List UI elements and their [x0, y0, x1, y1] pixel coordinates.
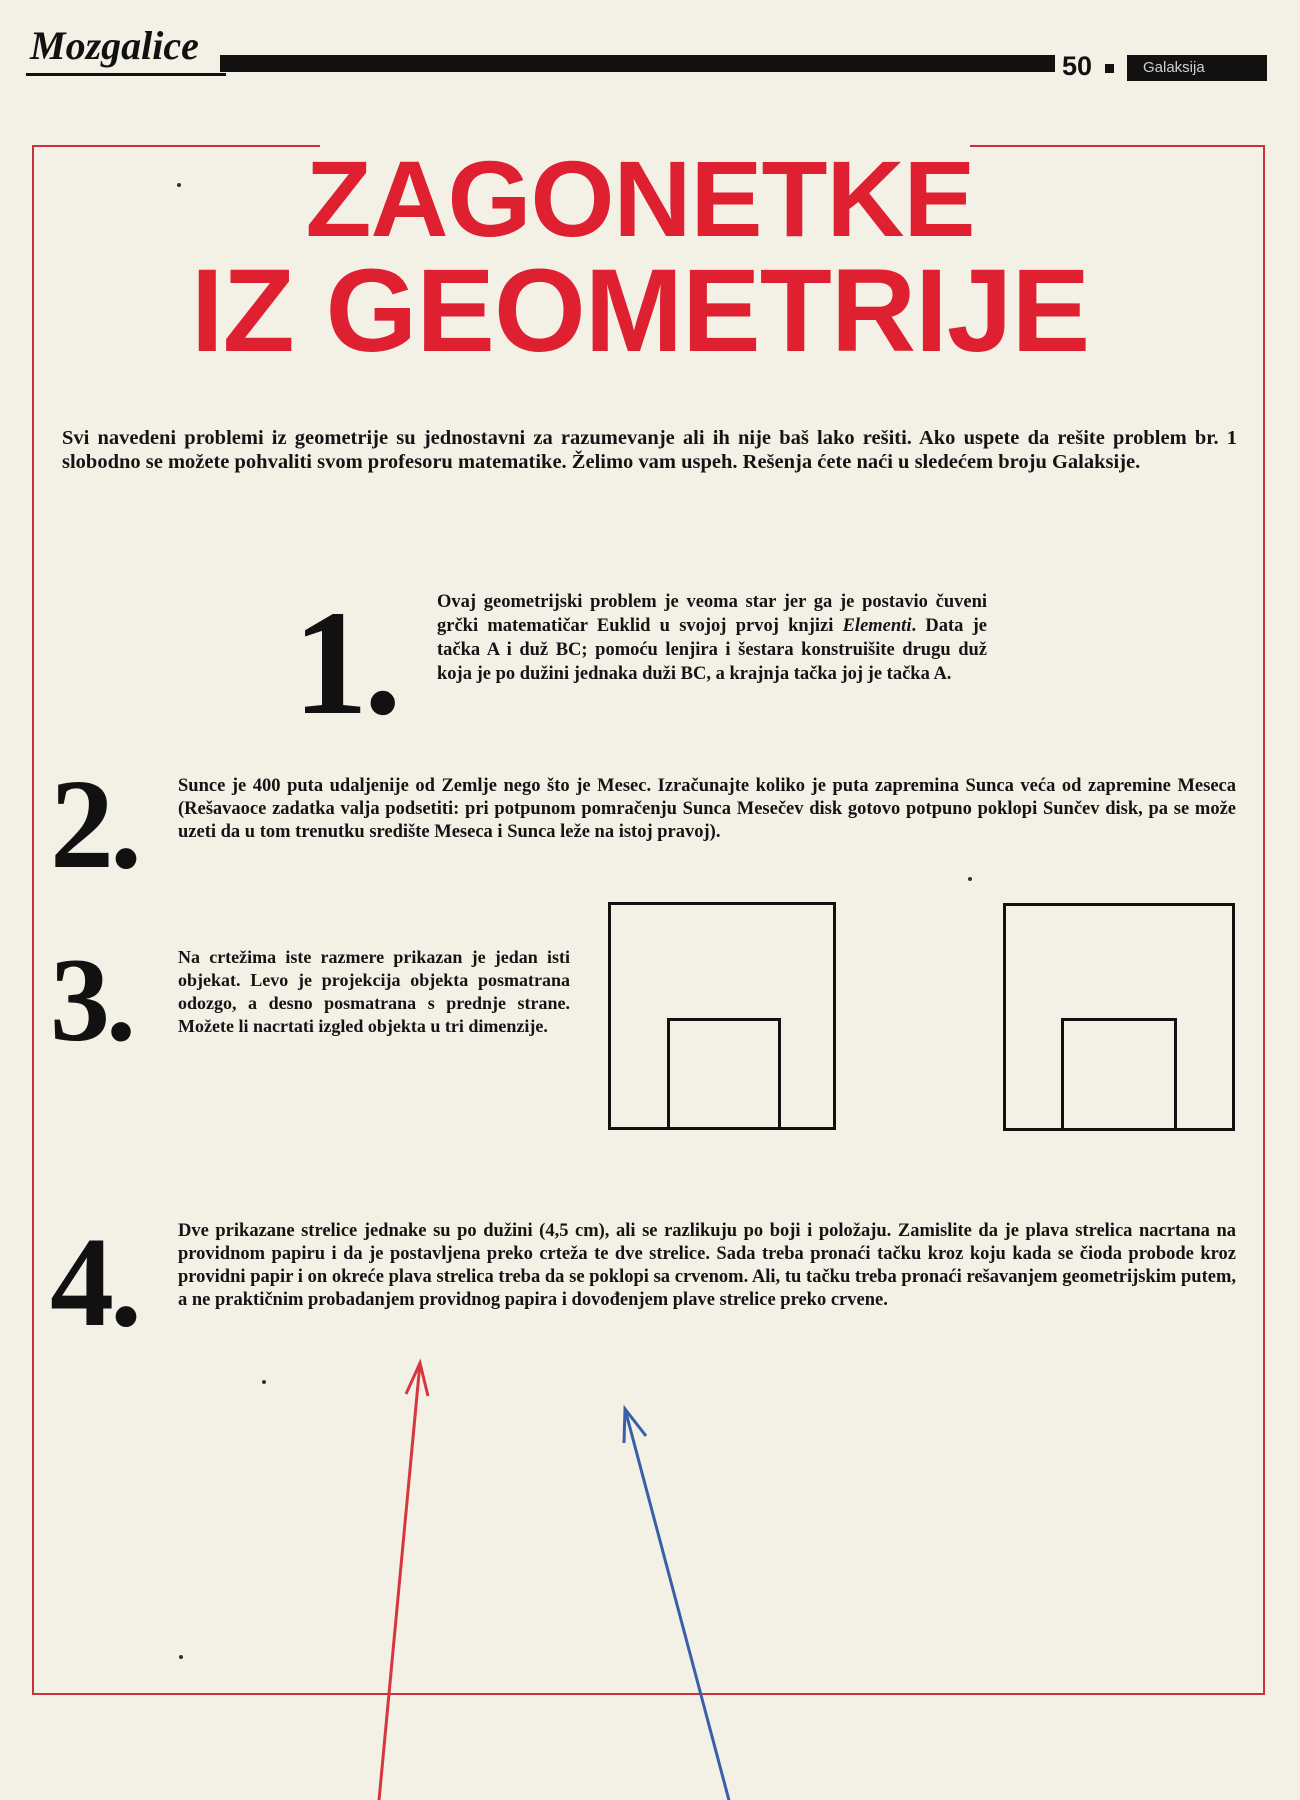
- section-title: Mozgalice: [30, 23, 199, 68]
- problem-1-text-end: . Data je tačka A i duž BC; pomoću lenjira i šestara konstruišite drugu duž koja je po dužini jednaka duži BC, a krajnja tačka joj je tačka A.: [437, 616, 987, 684]
- problem-3-number: 3.: [50, 933, 132, 1066]
- problem-2-text: Sunce je 400 puta udaljenije od Zemlje nego što je Mesec. Izračunajte koliko je puta zapremina Sunca veća od zapremine Meseca (Rešavaoce zadatka valja podsetiti: pri potpunom pomračenju Sunca Mesečev disk gotovo potpuno poklopi Sunčev disk, pa se može uzeti da u tom trenutku središte Meseca i Sunca leže na istoj pravoj).: [178, 776, 1236, 842]
- magazine-name: Galaksija: [1127, 55, 1267, 81]
- page-number: 50: [1062, 51, 1093, 81]
- ink-speck: [177, 183, 181, 187]
- problem-1-number: 1.: [293, 580, 398, 746]
- problem-2-number: 2.: [50, 753, 138, 895]
- problem-4-number: 4.: [50, 1211, 138, 1353]
- problem-1-text-start: Ovaj geometrijski problem je veoma star jer ga je postavio čuveni grčki matematičar Euklid u svojoj prvoj knjizi: [437, 592, 987, 636]
- headline-line-1: ZAGONETKE: [305, 138, 975, 259]
- blue-arrow-icon: [624, 1409, 781, 1800]
- intro-paragraph: Svi navedeni problemi iz geometrije su jednostavni za razumevanje ali ih nije baš lako rešiti. Ako uspete da rešite problem br. 1 slobodno se možete pohvaliti svom profesoru matematike. Želimo vam uspeh. Rešenja ćete naći u sledećem broju Galaksije.: [62, 427, 1237, 473]
- ink-speck: [262, 1380, 266, 1384]
- red-arrow-icon: [360, 1363, 428, 1800]
- problem-4-text: Dve prikazane strelice jednake su po dužini (4,5 cm), ali se razlikuju po boji i položaju. Zamislite da je plava strelica nacrtana na providnom papiru i da je postavljena preko crteža te dve strelice. Sada treba pronaći tačku kroz koju kada se čioda probode kroz providni papir i on okreće plava strelica treba da se poklopi sa crvenom. Ali, tu tačku treba pronaći rešavanjem geometrijskim putem, a ne praktičnim probadanjem providnog papira i dovođenjem plave strelice preko crvene.: [178, 1221, 1236, 1310]
- ink-speck: [968, 877, 972, 881]
- problem-3-text: Na crtežima iste razmere prikazan je jedan isti objekat. Levo je projekcija objekta posmatrana odozgo, a desno posmatrana s prednje strane. Možete li nacrtati izgled objekta u tri dimenzije.: [178, 947, 570, 1036]
- ink-speck: [179, 1655, 183, 1659]
- headline-line-2: IZ GEOMETRIJE: [190, 245, 1090, 377]
- problem-1-book-title: Elementi: [842, 616, 912, 636]
